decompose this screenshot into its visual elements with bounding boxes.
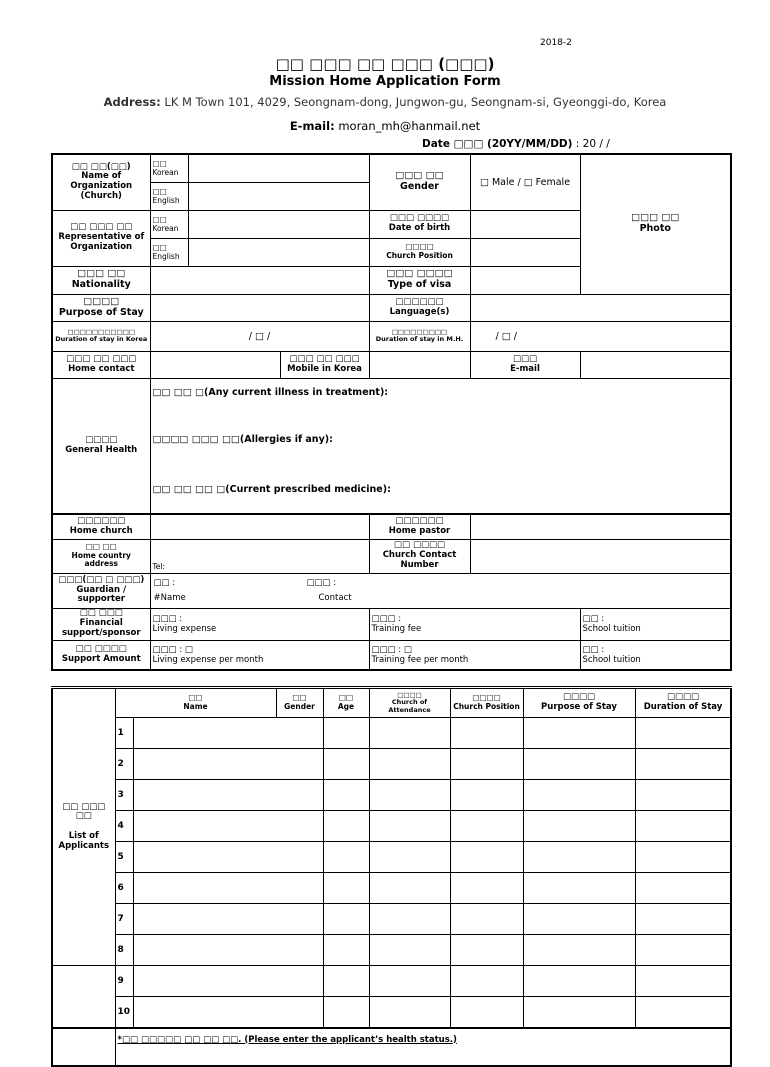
applicant-purpose-cell[interactable] [635,873,731,904]
guardian-name-kr: □□ : [153,577,176,588]
church-contact-label: □□ □□□□ Church Contact Number [369,539,470,573]
applicant-gender-cell[interactable] [323,966,369,997]
church-position-field[interactable] [470,238,580,266]
row-number: 7 [115,904,133,935]
gender-checkbox-group[interactable]: □ Male / □ Female [470,154,580,210]
org-name-label: □□ □□(□□) Name of Organization (Church) [52,154,150,210]
school-tuition-field[interactable]: □□ : School tuition [580,608,731,640]
health-status-note: *□□ □□□□□ □□ □□ □□. (Please enter the applicant’s health status.) [115,1028,731,1066]
duration-korea-label: □□□□□□□□□□□ Duration of stay in Korea [52,321,150,351]
nationality-label: □□□ □□ Nationality [52,266,150,294]
visa-label: □□□ □□□□ Type of visa [369,266,470,294]
language-field[interactable] [470,294,731,321]
applicant-church-cell[interactable] [450,966,523,997]
guardian-field[interactable] [150,573,731,608]
application-form-table [51,153,732,671]
applicant-position-cell[interactable] [523,873,635,904]
row-number: 10 [115,997,133,1028]
dob-label: □□□ □□□□ Date of birth [369,210,470,238]
photo-box[interactable]: □□□ □□ Photo [580,154,731,294]
org-english-label: □□ English [150,182,188,210]
applicant-purpose-cell[interactable] [635,811,731,842]
applicant-purpose-cell[interactable] [635,718,731,749]
applicant-position-cell[interactable] [523,997,635,1028]
applicant-name-cell[interactable] [133,873,323,904]
applicant-gender-cell[interactable] [323,811,369,842]
col-purpose: □□□□ Purpose of Stay [523,688,635,718]
rep-english-field[interactable] [188,238,369,266]
applicant-purpose-cell[interactable] [635,842,731,873]
email-field[interactable] [580,351,731,378]
applicant-age-cell[interactable] [369,842,450,873]
representative-label: □□ □□□ □□ Representative of Organization [52,210,150,266]
email-value: moran_mh@hanmail.net [334,119,481,133]
applicant-age-cell[interactable] [369,873,450,904]
applicant-church-cell[interactable] [450,811,523,842]
applicant-name-cell[interactable] [133,904,323,935]
church-position-label: □□□□ Church Position [369,238,470,266]
col-church-position: □□□□ Church Position [450,688,523,718]
col-age: □□ Age [323,688,369,718]
support-amount-label: □□ □□□□ Support Amount [52,640,150,670]
applicant-purpose-cell[interactable] [635,780,731,811]
title-korean: □□ □□□ □□ □□□ (□□□) [275,55,495,73]
applicant-church-cell[interactable] [450,749,523,780]
applicant-purpose-cell[interactable] [635,966,731,997]
row-number: 8 [115,935,133,966]
col-gender: □□ Gender [276,688,323,718]
applicant-age-cell[interactable] [369,718,450,749]
applicant-gender-cell[interactable] [323,842,369,873]
applicant-name-cell[interactable] [133,997,323,1028]
applicant-position-cell[interactable] [523,718,635,749]
applicant-name-cell[interactable] [133,749,323,780]
applicant-age-cell[interactable] [369,997,450,1028]
applicant-gender-cell[interactable] [323,780,369,811]
church-contact-field[interactable] [470,539,731,573]
rep-korean-field[interactable] [188,210,369,238]
applicant-purpose-cell[interactable] [635,904,731,935]
title-english: Mission Home Application Form [269,74,501,89]
address-line [0,95,770,109]
living-expense-field[interactable]: □□□ : Living expense [150,608,369,640]
applicant-church-cell[interactable] [450,997,523,1028]
row-number: 2 [115,749,133,780]
mobile-label: □□□ □□ □□□ Mobile in Korea [280,351,369,378]
applicant-position-cell[interactable] [523,842,635,873]
home-pastor-field[interactable] [470,514,731,539]
applicant-position-cell[interactable] [523,935,635,966]
address-label: Address: [103,95,161,109]
guardian-contact-en: Contact [318,592,352,603]
home-church-label: □□□□□□ Home church [52,514,150,539]
applicant-name-cell[interactable] [133,966,323,997]
duration-mh-field[interactable]: / □ / [470,321,731,351]
applicant-church-cell[interactable] [450,718,523,749]
dob-field[interactable] [470,210,580,238]
visa-field[interactable] [470,266,580,294]
home-church-field[interactable] [150,514,369,539]
training-per-month-field[interactable]: □□□ : □ Training fee per month [369,640,580,670]
home-contact-label: □□□ □□ □□□ Home contact [52,351,150,378]
applicant-age-cell[interactable] [369,966,450,997]
medicine-prompt: □□ □□ □□ □(Current prescribed medicine): [152,483,391,495]
applicant-position-cell[interactable] [523,966,635,997]
applicant-age-cell[interactable] [369,811,450,842]
row-number: 4 [115,811,133,842]
financial-support-label: □□ □□□ Financial support/sponsor [52,608,150,640]
mobile-field[interactable] [369,351,470,378]
applicant-church-cell[interactable] [450,904,523,935]
row-number: 9 [115,966,133,997]
col-name: □□ Name [115,688,276,718]
applicants-side-label: □□ □□□ □□ List of Applicants [52,688,115,966]
row-number: 3 [115,780,133,811]
applicants-side-blank [52,966,115,1028]
home-address-label: □□ □□ Home country address [52,539,150,573]
general-health-field[interactable] [150,378,731,514]
date-line [422,138,722,150]
date-value: : 20 / / [572,138,610,150]
rep-english-label: □□ English [150,238,188,266]
applicant-church-cell[interactable] [450,842,523,873]
tel-label: Tel: [152,561,166,571]
applicant-gender-cell[interactable] [323,873,369,904]
applicant-church-cell[interactable] [450,873,523,904]
applicant-position-cell[interactable] [523,749,635,780]
date-label: Date □□□ (20YY/MM/DD) [422,138,573,150]
row-number: 6 [115,873,133,904]
applicant-gender-cell[interactable] [323,935,369,966]
duration-korea-field[interactable]: / □ / [150,321,369,351]
col-church-attendance: □□□□ Church of Attendance [369,688,450,718]
applicant-position-cell[interactable] [523,811,635,842]
language-label: □□□□□□ Language(s) [369,294,470,321]
applicant-church-cell[interactable] [450,780,523,811]
school-per-month-field[interactable]: □□ : School tuition [580,640,731,670]
home-pastor-label: □□□□□□ Home pastor [369,514,470,539]
applicants-table [51,686,732,1067]
row-number: 5 [115,842,133,873]
email-field-label: □□□ E-mail [470,351,580,378]
applicant-age-cell[interactable] [369,780,450,811]
applicant-name-cell[interactable] [133,780,323,811]
applicant-name-cell[interactable] [133,811,323,842]
applicant-purpose-cell[interactable] [635,997,731,1028]
applicant-gender-cell[interactable] [323,997,369,1028]
rep-korean-label: □□ Korean [150,210,188,238]
applicant-position-cell[interactable] [523,780,635,811]
applicant-purpose-cell[interactable] [635,749,731,780]
col-duration: □□□□ Duration of Stay [635,688,731,718]
purpose-field[interactable] [150,294,369,321]
purpose-label: □□□□ Purpose of Stay [52,294,150,321]
home-contact-field[interactable] [150,351,280,378]
org-english-field[interactable] [188,182,369,210]
living-per-month-field[interactable]: □□□ : □ Living expense per month [150,640,369,670]
applicant-gender-cell[interactable] [323,749,369,780]
general-health-label: □□□□ General Health [52,378,150,514]
applicant-gender-cell[interactable] [323,904,369,935]
applicant-age-cell[interactable] [369,749,450,780]
email-line [0,119,770,133]
applicant-gender-cell[interactable] [323,718,369,749]
applicant-name-cell[interactable] [133,842,323,873]
org-korean-field[interactable] [188,154,369,182]
guardian-name-en: #Name [153,592,186,603]
gender-label: □□□ □□ Gender [369,154,470,210]
email-label: E-mail: [289,119,335,133]
applicant-name-cell[interactable] [133,718,323,749]
guardian-label: □□□(□□ □ □□□) Guardian / supporter [52,573,150,608]
illness-prompt: □□ □□ □(Any current illness in treatment): [152,386,389,398]
applicant-name-cell[interactable] [133,935,323,966]
applicant-position-cell[interactable] [523,904,635,935]
home-address-field[interactable] [150,539,369,573]
applicant-purpose-cell[interactable] [635,935,731,966]
applicant-church-cell[interactable] [450,935,523,966]
applicant-age-cell[interactable] [369,935,450,966]
duration-mh-label: □□□□□□□□□ Duration of stay in M.H. [369,321,470,351]
allergies-prompt: □□□□ □□□ □□(Allergies if any): [152,433,333,445]
training-fee-field[interactable]: □□□ : Training fee [369,608,580,640]
applicant-age-cell[interactable] [369,904,450,935]
nationality-field[interactable] [150,266,369,294]
address-value: LK M Town 101, 4029, Seongnam-dong, Jungwon-gu, Seongnam-si, Gyeonggi-do, Korea [160,95,667,109]
row-number: 1 [115,718,133,749]
org-korean-label: □□ Korean [150,154,188,182]
footer-blank [52,1028,115,1066]
guardian-contact-kr: □□□ : [306,577,337,588]
doc-code: 2018-2 [540,38,572,48]
